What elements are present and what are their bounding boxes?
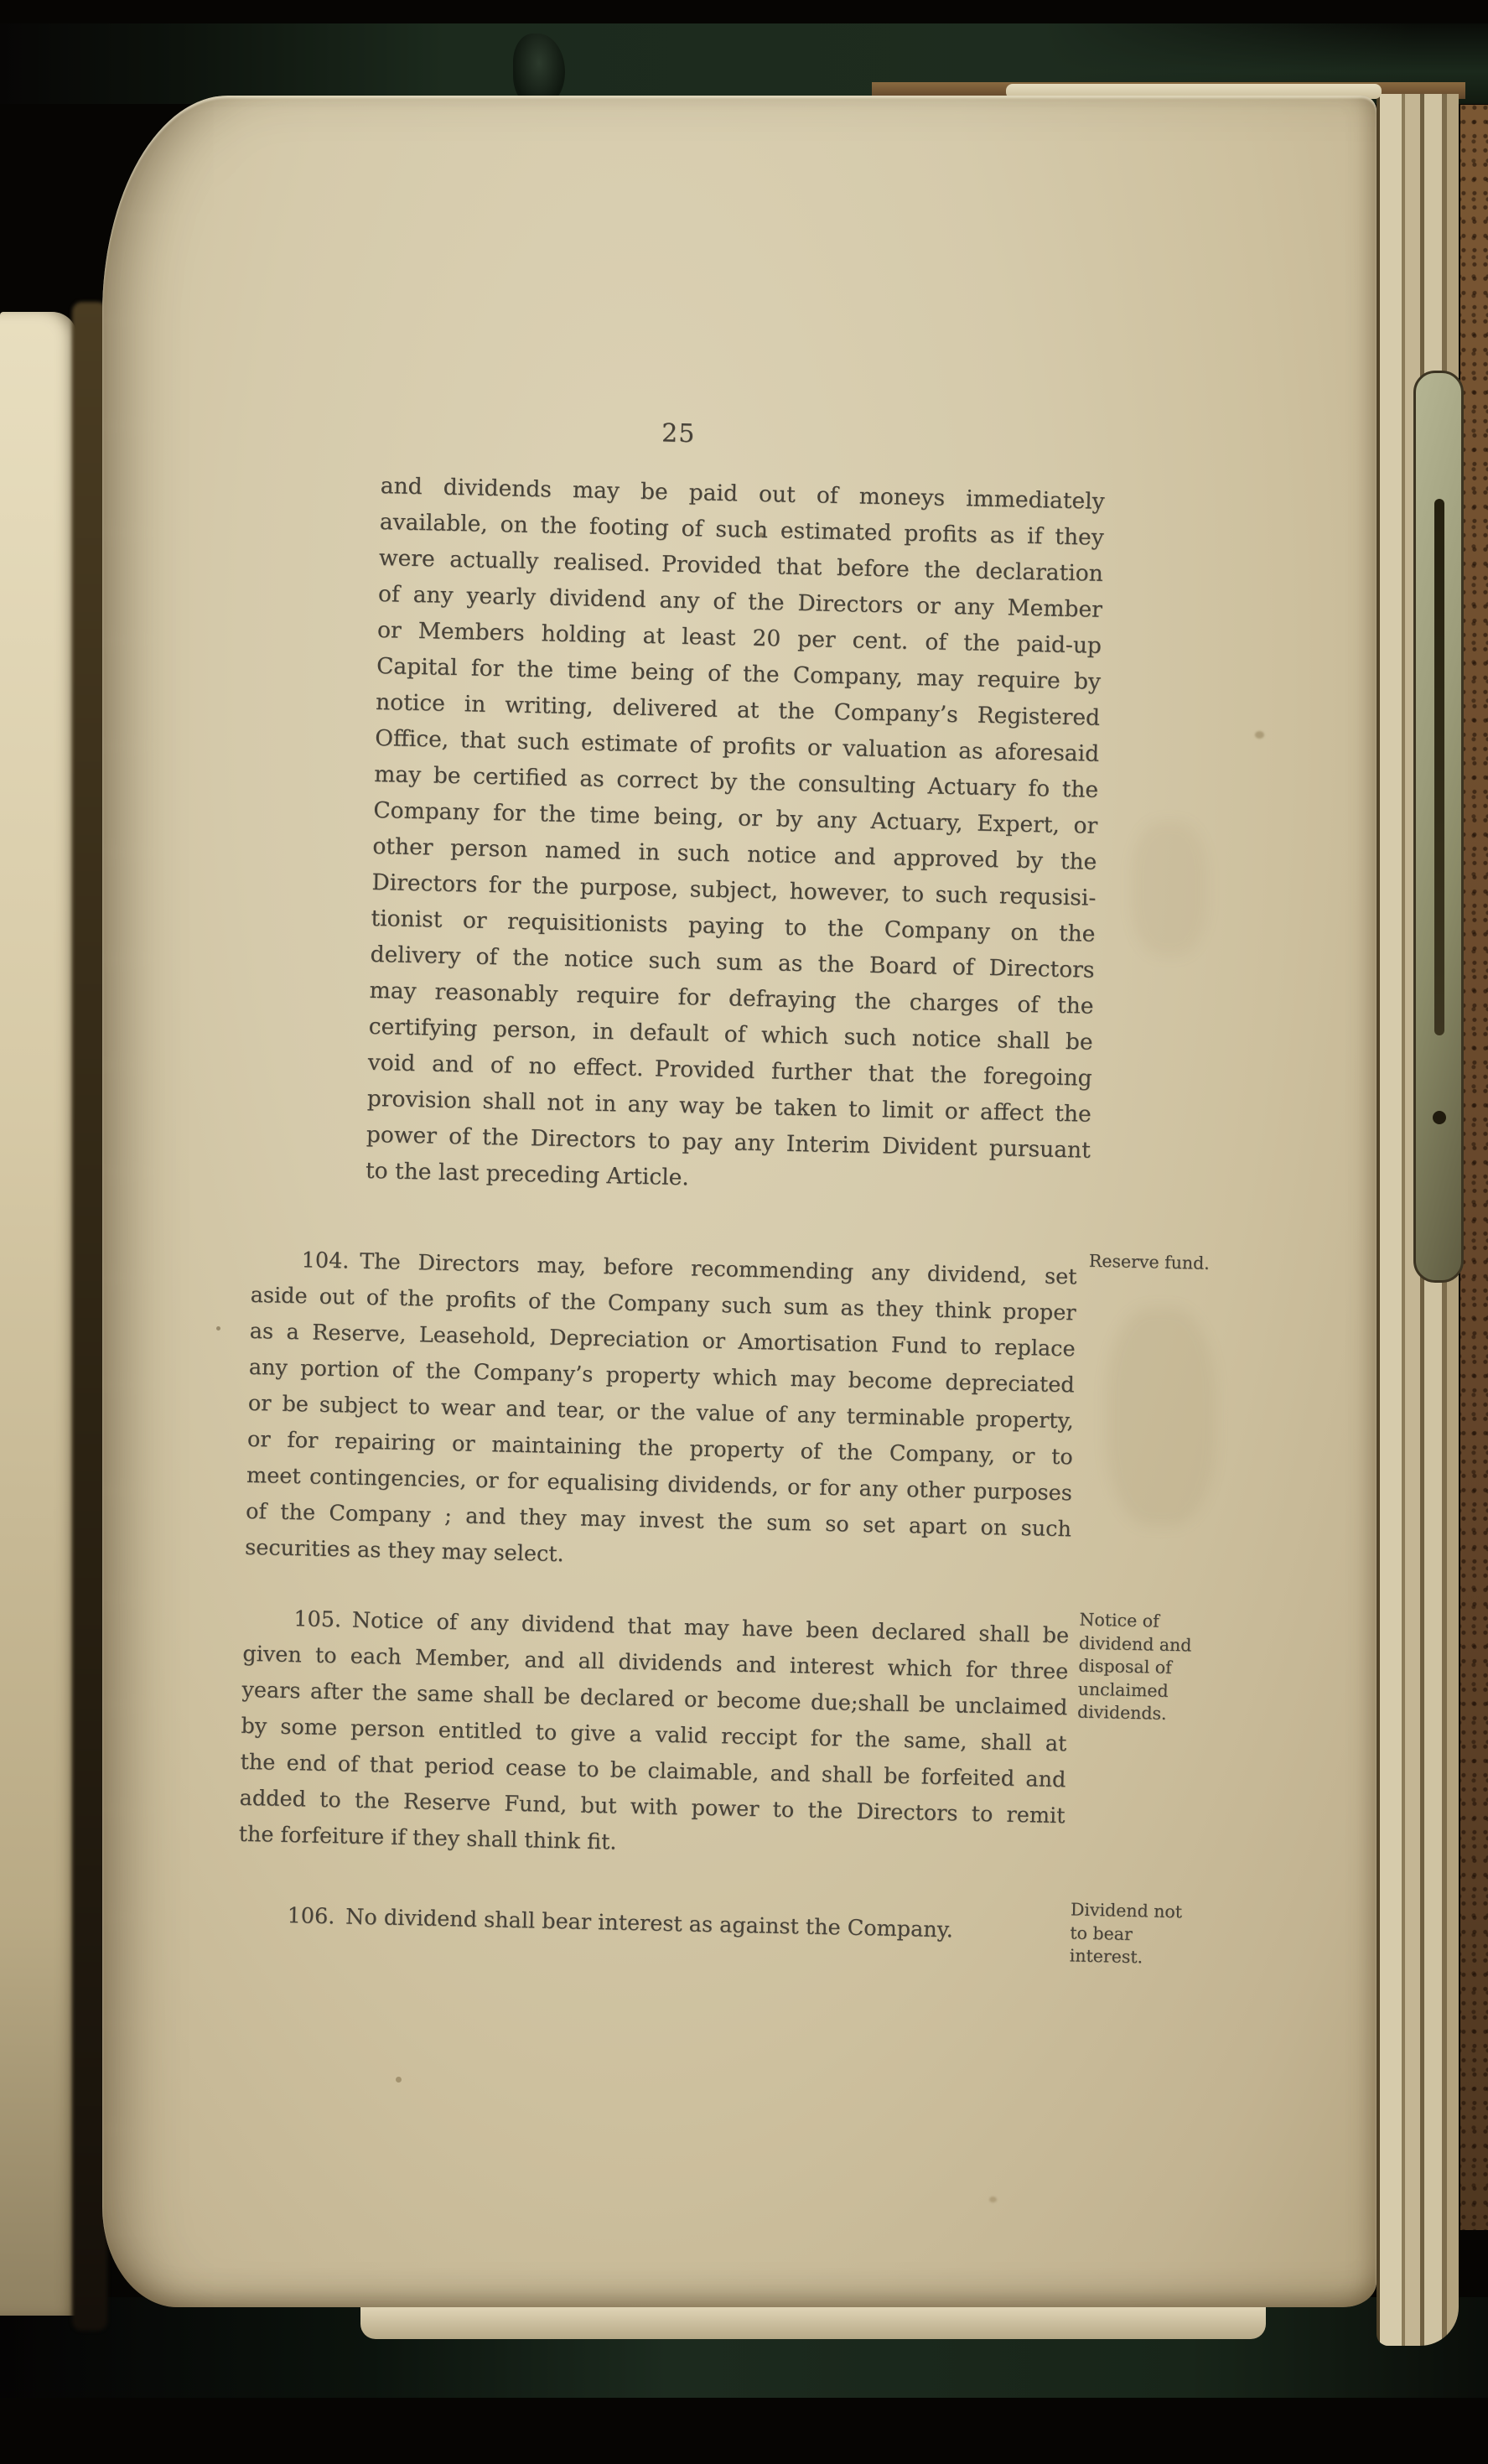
- text-line: Notice of: [1079, 1609, 1159, 1631]
- text-line: Reserve fund.: [1088, 1250, 1211, 1273]
- binding-clasp-hole: [1433, 1111, 1446, 1124]
- facing-page-edge: [0, 312, 77, 2316]
- text-line: any portion of the Company’s property which may become depreciated: [248, 1354, 1075, 1398]
- margin-note-reserve-fund: [1089, 1250, 1237, 1276]
- text-line: unclaimed: [1077, 1678, 1169, 1701]
- article-106-paragraph: [236, 1897, 1063, 1951]
- text-line: meet contingencies, or for equalising dividends, or for any other purposes: [246, 1462, 1073, 1507]
- text-line: tionist or requisitionists paying to the Company on the: [371, 905, 1096, 947]
- text-line: notice in writing, delivered at the Company’s Registered: [375, 688, 1101, 731]
- binding-clasp-slit: [1434, 499, 1444, 1035]
- article-105-paragraph: [238, 1600, 1069, 1870]
- underlying-page-edge: [360, 2304, 1266, 2339]
- article-104-paragraph: [245, 1242, 1077, 1584]
- printed-text-layer: [188, 402, 1266, 2186]
- text-line: 104. The Directors may, before recommending any dividend, set: [301, 1248, 1077, 1290]
- text-line: power of the Directors to pay any Interim Divident pursuant: [366, 1121, 1091, 1164]
- text-line: Capital for the time being of the Company, may require by: [376, 652, 1102, 695]
- text-line: interest.: [1069, 1945, 1143, 1968]
- text-line: delivery of the notice such sum as the Board of Directors: [370, 941, 1095, 983]
- text-line: by some person entitled to give a valid reccipt for the same, shall at: [241, 1713, 1067, 1757]
- text-line: other person named in such notice and approved by the: [372, 833, 1097, 875]
- margin-note-notice-of-dividend: [1077, 1609, 1226, 1727]
- text-line: Company for the time being, or by any Actuary, Expert, or: [373, 796, 1098, 839]
- text-line: to bear: [1070, 1922, 1133, 1944]
- text-line: 105. Notice of any dividend that may have been declared shall be: [293, 1606, 1070, 1649]
- text-line: to the last preceding Article.: [365, 1157, 690, 1191]
- text-line: the end of that period cease to be claimable, and shall be forfeited and: [240, 1749, 1066, 1793]
- text-line: given to each Member, and all dividends and interest which for three: [242, 1641, 1069, 1685]
- text-line: certifying person, in default of which such notice shall be: [368, 1013, 1093, 1056]
- margin-note-dividend-no-interest: [1070, 1898, 1218, 1970]
- text-line: and dividends may be paid out of moneys immediately: [380, 473, 1106, 515]
- page-number: 25: [661, 418, 696, 449]
- text-line: Directors for the purpose, subject, however, to such requsisi-: [371, 869, 1097, 911]
- text-line: available, on the footing of such estimated profits as if they: [379, 509, 1105, 551]
- text-line: added to the Reserve Fund, but with power to the Directors to remit: [239, 1785, 1065, 1829]
- text-line: may reasonably require for defraying the charges of the: [369, 977, 1094, 1019]
- text-line: as a Reserve, Leasehold, Depreciation or Amortisation Fund to replace: [249, 1318, 1076, 1362]
- marbled-cover-edge: [1460, 105, 1488, 2230]
- paragraph-continuation: [366, 468, 1106, 1205]
- text-line: of the Company ; and they may invest the sum so set apart on such: [245, 1498, 1072, 1543]
- text-line: the forfeiture if they shall think fit.: [238, 1821, 617, 1855]
- text-line: provision shall not in any way be taken to limit or affect the: [366, 1085, 1092, 1128]
- text-line: Office, that such estimate of profits or valuation as aforesaid: [374, 724, 1100, 767]
- text-line: securities as they may select.: [244, 1534, 564, 1568]
- text-line: or be subject to wear and tear, or the value of any terminable property,: [247, 1390, 1075, 1434]
- text-line: disposal of: [1078, 1655, 1173, 1678]
- text-line: dividends.: [1076, 1701, 1167, 1724]
- text-line: aside out of the profits of the Company such sum as they think proper: [250, 1282, 1076, 1326]
- foxing-spot: [989, 2197, 997, 2202]
- binding-clasp: [1413, 371, 1464, 1283]
- text-line: may be certified as correct by the consulting Actuary fo the: [374, 760, 1099, 803]
- text-line: years after the same shall be declared or become due;shall be unclaimed: [241, 1677, 1068, 1721]
- text-line: void and of no effect. Provided further that the foregoing: [367, 1049, 1092, 1092]
- text-line: Dividend not: [1070, 1899, 1183, 1922]
- text-line: or Members holding at least 20 per cent. of the paid-up: [376, 616, 1102, 659]
- text-line: were actually realised. Provided that before the declaration: [378, 545, 1104, 587]
- text-line: of any yearly dividend any of the Directors or any Member: [377, 581, 1103, 623]
- text-line: or for repairing or maintaining the property of the Company, or to: [246, 1426, 1074, 1471]
- text-line: dividend and: [1078, 1632, 1192, 1655]
- text-line: 106. No dividend shall bear interest as against the Company.: [287, 1903, 954, 1943]
